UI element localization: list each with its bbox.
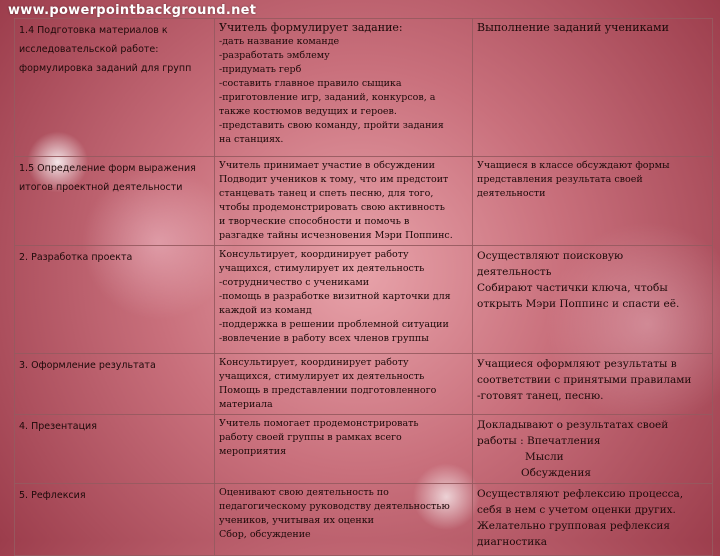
students-cell: [473, 415, 713, 484]
stage-cell: 5. Рефлексия: [15, 484, 215, 556]
students-cell: [473, 246, 713, 354]
teacher-line: учеников, учитывая их оценки: [219, 515, 375, 526]
teacher-line: -составить главное правило сыщика: [219, 78, 402, 89]
stage-cell: 4. Презентация: [15, 415, 215, 484]
students-line: деятельности: [477, 188, 546, 199]
teacher-line: -поддержка в решении проблемной ситуации: [219, 319, 449, 330]
teacher-line: -сотрудничество с учениками: [219, 277, 370, 288]
students-line: себя в нем с учетом оценки других.: [477, 504, 676, 516]
teacher-line: Помощь в представлении подготовленного: [219, 385, 437, 396]
students-line: работы : Впечатления: [477, 435, 601, 447]
stage-cell: 1.4 Подготовка материалов к исследовательской работе: формулировка заданий для групп: [15, 19, 215, 157]
students-line: Собирают частички ключа, чтобы: [477, 282, 668, 294]
teacher-line: Учитель формулирует задание:: [219, 21, 403, 34]
students-line: Осуществляют поисковую: [477, 250, 624, 262]
students-line: Осуществляют рефлексию процесса,: [477, 488, 684, 500]
students-line: представления результата своей: [477, 174, 643, 185]
students-cell: [473, 157, 713, 246]
stage-cell: 3. Оформление результата: [15, 354, 215, 415]
teacher-line: -разработать эмблему: [219, 50, 330, 61]
teacher-line: Консультирует, координирует работу: [219, 249, 409, 260]
teacher-line: -вовлечение в работу всех членов группы: [219, 333, 429, 344]
site-watermark: www.powerpointbackground.net: [8, 3, 257, 18]
students-line: Докладывают о результатах своей: [477, 419, 669, 431]
teacher-line: -придумать герб: [219, 64, 302, 75]
teacher-line: разгадке тайны исчезновения Мэри Поппинс.: [219, 230, 453, 241]
teacher-line: педагогическому руководству деятельностью: [219, 501, 450, 512]
teacher-line: учащихся, стимулирует их деятельность: [219, 263, 425, 274]
teacher-line: Сбор, обсуждение: [219, 529, 311, 540]
students-line: Мысли: [525, 451, 564, 463]
students-line: Учащиеся в классе обсуждают формы: [477, 160, 670, 171]
teacher-line: мероприятия: [219, 446, 287, 457]
teacher-line: -дать название команде: [219, 36, 340, 47]
table-row: [15, 157, 713, 246]
teacher-line: Учитель принимает участие в обсуждении: [219, 160, 435, 171]
students-line: соответствии с принятыми правилами: [477, 374, 692, 386]
table-row: [15, 484, 713, 556]
students-line: Выполнение заданий учениками: [477, 21, 669, 34]
students-cell: [473, 19, 713, 157]
teacher-cell: [215, 157, 473, 246]
teacher-cell: [215, 246, 473, 354]
teacher-cell: [215, 484, 473, 556]
teacher-line: учащихся, стимулирует их деятельность: [219, 371, 425, 382]
students-cell: [473, 484, 713, 556]
teacher-line: Подводит учеников к тому, что им предстоит: [219, 174, 449, 185]
students-line: Обсуждения: [521, 467, 591, 479]
project-stages-table: [14, 18, 713, 556]
stage-cell: 1.5 Определение форм выражения итогов проектной деятельности: [15, 157, 215, 246]
teacher-line: -представить свою команду, пройти задания: [219, 120, 444, 131]
teacher-cell: [215, 19, 473, 157]
teacher-cell: [215, 354, 473, 415]
teacher-line: Учитель помогает продемонстрировать: [219, 418, 419, 429]
table-row: [15, 246, 713, 354]
teacher-line: Оценивают свою деятельность по: [219, 487, 389, 498]
students-line: диагностика: [477, 536, 548, 548]
teacher-line: -приготовление игр, заданий, конкурсов, а: [219, 92, 436, 103]
students-line: Желательно групповая рефлексия: [477, 520, 670, 532]
students-line: деятельность: [477, 266, 552, 278]
teacher-line: чтобы продемонстрировать свою активность: [219, 202, 445, 213]
teacher-line: каждой из команд: [219, 305, 312, 316]
teacher-line: работу своей группы в рамках всего: [219, 432, 402, 443]
stage-cell: 2. Разработка проекта: [15, 246, 215, 354]
teacher-line: Консультирует, координирует работу: [219, 357, 409, 368]
teacher-line: материала: [219, 399, 273, 410]
students-cell: [473, 354, 713, 415]
students-line: Учащиеся оформляют результаты в: [477, 358, 677, 370]
teacher-cell: [215, 415, 473, 484]
teacher-line: также костюмов ведущих и героев.: [219, 106, 397, 117]
students-line: -готовят танец, песню.: [477, 390, 604, 402]
teacher-line: на станциях.: [219, 134, 284, 145]
teacher-line: и творческие способности и помочь в: [219, 216, 410, 227]
table-row: [15, 354, 713, 415]
teacher-line: -помощь в разработке визитной карточки для: [219, 291, 451, 302]
table-row: [15, 415, 713, 484]
students-line: открыть Мэри Поппинс и спасти её.: [477, 298, 680, 310]
table-row: [15, 19, 713, 157]
teacher-line: станцевать танец и спеть песню, для того,: [219, 188, 434, 199]
